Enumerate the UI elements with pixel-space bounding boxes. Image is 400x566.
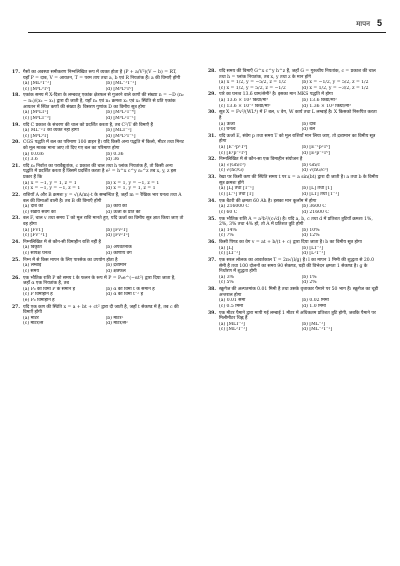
answer-option: (b) मीटर² — [105, 315, 124, 321]
answer-options — [219, 186, 380, 197]
answer-option: (b) [ML⁻¹T⁻²] — [105, 81, 137, 87]
answer-option: (a) x = 1/2, y = −5/2, z = 1/2 — [219, 80, 286, 86]
answer-option: (a) 0.036 — [23, 151, 44, 157]
question-item — [208, 199, 380, 216]
answer-option: (b) x = −1/2, y = 5/2, z = 1/2 — [301, 80, 369, 86]
answer-option: (a) [L] तथा [T⁻¹] — [219, 186, 254, 192]
answer-option: (a) 3% — [219, 274, 234, 280]
question-number: 21. — [12, 163, 20, 169]
question-number: 29. — [208, 92, 216, 98]
answer-options — [219, 228, 380, 239]
answer-option: (d) [Fv²T²] — [105, 233, 130, 239]
question-body — [219, 157, 380, 174]
question-body — [219, 134, 380, 156]
answer-option: (d) बल — [301, 127, 316, 133]
answer-options — [23, 245, 184, 256]
question-number: 20. — [12, 140, 20, 146]
question-item — [12, 276, 184, 304]
answer-option: (a) [L] — [219, 245, 234, 251]
answer-option: (b) α की विमा t के समान है — [105, 286, 155, 292]
question-item — [12, 240, 184, 257]
question-item — [208, 217, 380, 239]
answer-option: (a) दाब की — [23, 204, 44, 210]
answer-option: (a) √(Gh/c³) — [219, 162, 246, 168]
answer-options — [23, 228, 184, 239]
answer-option: (b) 13.6 किग्रा/मी³ — [301, 98, 337, 104]
question-number: 18. — [12, 93, 20, 99]
answer-option: (a) [MLT⁻²] — [219, 321, 245, 327]
answer-options — [219, 322, 380, 333]
question-text: एकांक समय में X-दिशा के लम्बवत् एकांक क्षेत्रफल से गुजरने वाले कणों की संख्या n = −D (n₂ − n₁)/(x₂ − x₁) द्वारा दी जाती है, यहाँ n₁ एवं n₂ क्रमशः x₁ एवं x₂ स्थिति से प्रति एकांक आयतन में स्थित कणों की संख्या है। विसरण गुणांक D का विमीय सूत्र होगा — [23, 93, 184, 110]
question-number: 39. — [208, 310, 216, 316]
question-text: स्क्रूगेज की अल्पतमांक 0.01 मिमी है तथा उसके वृत्ताकार पैमाने पर 50 भाग हैं। स्क्रूगेज का चूड़ी अन्तराल होगा — [219, 287, 379, 298]
answer-options — [23, 181, 184, 192]
answer-option: (b) [L] तथा [T] — [301, 186, 333, 192]
question-body — [23, 140, 184, 162]
answer-option: (a) 14% — [219, 227, 237, 233]
question-text: एक भौतिक राशि A = a³b²/(c√d) है। यदि a, b, c तथा d में प्रतिशत त्रुटियाँ क्रमशः 1%, 2%, 3% तथा 4% हों, तो A में प्रतिशत त्रुटि होगी — [219, 216, 373, 228]
answer-option: (c) [E¹p⁻²T⁰] — [219, 150, 248, 156]
answer-option: (a) 0.01 सेमी — [219, 298, 246, 304]
question-item — [208, 157, 380, 174]
answer-option: (d) α की विमा t⁻² है — [105, 292, 143, 298]
answer-option: (b) कार्य की — [105, 204, 127, 210]
question-text: यदि समय की विमाएँ G^x c^y h^z हैं, जहाँ G = गुरुत्वीय नियतांक, c = प्रकाश की चाल तथा h = प्लांक नियतांक, तब x, y तथा z के मान होंगे — [219, 69, 376, 80]
question-number: 34. — [208, 198, 216, 204]
question-body — [219, 92, 380, 109]
question-item — [208, 258, 380, 286]
answer-option: (a) [FvT] — [23, 227, 44, 233]
question-number: 22. — [12, 192, 20, 198]
page-number: 5 — [376, 18, 382, 28]
answer-options — [219, 122, 380, 133]
answer-option: (d) [LT] तथा [T⁻¹] — [301, 191, 340, 197]
answer-option: (c) 7% — [219, 233, 234, 239]
question-body — [23, 93, 184, 121]
answer-options — [219, 163, 380, 174]
question-text: बल F, चाल v तथा समय T को मूल राशि मानते हुए, यदि ऊर्जा का विमीय सूत्र ज्ञात किया जाए तो वह होगा — [23, 216, 184, 227]
answer-option: (a) x = −1, y = 1, z = 1 — [23, 180, 77, 186]
answer-option: (d) ऊर्जा के प्रति की — [105, 209, 141, 215]
answer-option: (c) [M⁰L³T⁰] — [23, 86, 51, 92]
question-body — [219, 175, 380, 197]
answer-option: (a) P₀ की विमा P के समान है — [23, 286, 75, 292]
answer-options — [23, 81, 184, 92]
question-item — [208, 69, 380, 91]
answer-option: (c) x = 1/2, y = 5/2, z = −1/2 — [219, 85, 286, 91]
chapter-title: मापन — [356, 21, 370, 28]
answer-options — [219, 246, 380, 257]
answer-option: (b) 10% — [301, 227, 320, 233]
question-item — [12, 305, 184, 327]
question-body — [23, 216, 184, 238]
question-text: गैसों का अवस्था समीकरण निम्नलिखित रूप में व्यक्त होता है (P + a/V²)(V − b) = RT, यहाँ P = दाब, V = आयतन, T = परम ताप तथा a, b एवं R नियतांक हैं। a की विमाएँ होंगी — [23, 70, 181, 81]
answer-option: (b) [Fv²T] — [105, 227, 128, 233]
question-text: यदि ε₀ निर्वात्त का परावैद्युतांक, c प्रकाश की चाल तथा h प्लांक नियतांक हैं, तो किसी अन्य पद्धति में प्रदर्शित करता है जिसमें प्रदर्शित करता है e² = h^x c^y ε₀^z तब x, y, z इस प्रकार हैं कि — [23, 163, 177, 181]
answer-option: (e) P₀ विमाहीन है — [23, 298, 55, 303]
question-body — [219, 258, 380, 286]
question-number: 25. — [12, 257, 20, 263]
answer-option: (c) रेखीय संवेग की — [23, 209, 56, 215]
question-number: 19. — [12, 122, 20, 128]
answer-option: (c) [Fv⁻¹T] — [23, 233, 48, 239]
question-text: एक भौतिक राशि P को समय t के फलन के रूप में P = P₀e^(−αt²) द्वारा दिया जाता है, जहाँ α एक नियतांक है, तब — [23, 275, 176, 287]
question-number: 24. — [12, 239, 20, 245]
answer-option: (b) [E⁻¹p²T⁰] — [301, 145, 331, 150]
question-text: एक मीटर पैमाने द्वारा मापी गई लम्बाई 1 मीटर में अधिकतम प्रतिशत त्रुटि होगी, जबकि पैमाने पर मिलीमीटर चिह्न हैं — [219, 310, 376, 322]
question-item — [208, 175, 380, 197]
answer-option: (c) [L⁻¹] तथा [T] — [219, 191, 254, 197]
question-item — [12, 93, 184, 121]
answer-option: (c) 5% — [219, 280, 234, 286]
answer-option: (d) 1.0 मिमी — [301, 303, 326, 309]
answer-option: (b) 3600 C — [301, 204, 326, 210]
answer-options — [23, 152, 184, 163]
answer-option: (c) घनत्व — [219, 127, 236, 133]
answer-option: (c) 3.6 — [23, 157, 38, 163]
answer-option: (c) P विमाहीन है — [23, 292, 53, 298]
answer-option: (d) 1.36 × 10³ किग्रा/मी³ — [301, 103, 351, 109]
answer-options — [23, 110, 184, 121]
answer-option: (b) [MLT⁻²] — [105, 128, 132, 134]
answer-option: (c) मीटर/से — [23, 321, 44, 327]
question-number: 37. — [208, 258, 216, 264]
question-number: 33. — [208, 175, 216, 181]
answer-option: (d) [M⁰L²T⁻¹] — [105, 115, 136, 121]
answer-option: (d) क्षेत्रफल — [105, 268, 126, 274]
answer-option: (c) [LT⁻²] — [219, 251, 240, 257]
question-number: 26. — [12, 275, 20, 281]
answer-option: (d) √(hG/c⁵) — [301, 168, 329, 174]
answer-option: (d) 36 — [105, 157, 120, 163]
answer-option: (d) 12% — [301, 233, 320, 239]
answer-option: (c) √(hc/G) — [219, 168, 244, 174]
left-column — [12, 70, 184, 328]
answer-option: (b) Gh/c — [301, 162, 321, 168]
answer-option: (c) सापेक्ष घनत्व — [23, 251, 52, 257]
answer-option: (c) 60 C — [219, 209, 238, 215]
question-number: 31. — [208, 133, 216, 139]
question-body — [23, 123, 184, 140]
question-text: सूत्र X = Fv²/(WL⁴) में F बल, v वेग, W कार्य तथा L लम्बाई है। X किसको निरूपित करता है — [219, 110, 377, 121]
question-text: यदि एक कण की स्थिति x = a + bt + ct² द्वारा दी जाती है, जहाँ t सेकण्ड में है, तब c की विमाएँ होंगी — [23, 304, 179, 316]
answer-option: (d) [M⁰L⁶T⁰] — [105, 86, 134, 92]
header-rule — [28, 32, 386, 33]
question-text: निम्नलिखित में से कौन-सा एक विमाहीन संयोजन है — [219, 157, 303, 163]
question-body — [219, 110, 380, 132]
question-text: एक बैटरी की क्षमता 60 Ah है। इसका मान कूलॉम में होगा — [219, 198, 317, 204]
answer-option: (b) 0.02 मिमी — [301, 298, 329, 304]
answer-option: (a) लम्बाई — [23, 263, 42, 269]
question-item — [12, 140, 184, 162]
question-item — [12, 70, 184, 92]
answer-options — [23, 263, 184, 274]
question-body — [23, 193, 184, 215]
question-item — [208, 287, 380, 309]
answer-option: (a) [E⁻²p¹T⁰] — [219, 145, 248, 150]
question-item — [208, 134, 380, 156]
answer-option: (d) [L²T⁻¹] — [301, 251, 326, 257]
answer-option: (b) द्रव्यमान — [105, 263, 127, 269]
question-body — [219, 240, 380, 257]
answer-option: (c) 13.6 × 10⁻³ किग्रा/मी³ — [219, 103, 271, 109]
question-number: 30. — [208, 110, 216, 116]
answer-option: (d) [E²p⁻²T⁰] — [301, 150, 331, 156]
question-number: 36. — [208, 240, 216, 246]
question-item — [12, 193, 184, 215]
question-text: राशियाँ A और B क्रमशः y = √(A/m)·t के सम्बन्धित हैं, जहाँ m = रैखिक भार घनत्व तथा A बल की विमाओं वाली है। तब B की विमाएँ होंगी — [23, 192, 182, 204]
answer-options — [23, 287, 184, 304]
answer-options — [219, 98, 380, 109]
question-item — [208, 311, 380, 333]
question-number: 17. — [12, 70, 20, 75]
question-body — [23, 164, 184, 192]
question-text: किसी पिण्ड का वेग v = at + b/(t + c) द्वारा दिया जाता है। b का विमीय सूत्र होगा — [219, 240, 362, 246]
answer-options — [23, 316, 184, 327]
question-body — [219, 199, 380, 216]
question-text: निम्न में से किस मापन के लिए पारसेक का उपयोग होता है — [23, 257, 118, 263]
answer-options — [219, 80, 380, 91]
answer-options — [219, 145, 380, 156]
answer-options — [219, 275, 380, 286]
answer-option: (a) मीटर — [23, 315, 39, 321]
answer-option: (d) [M⁰L⁰T⁻¹] — [105, 133, 136, 139]
question-number: 23. — [12, 216, 20, 222]
question-body — [23, 70, 184, 92]
question-body — [23, 240, 184, 257]
question-body — [23, 305, 184, 327]
answer-option: (a) विकृति — [23, 245, 42, 251]
question-body — [23, 258, 184, 275]
answer-option: (b) अपवर्तनांक — [105, 245, 132, 251]
answer-option: (b) [M⁰L²T⁻⁴] — [105, 110, 136, 116]
answer-option: (c) [M⁰L⁰T] — [23, 133, 49, 139]
answer-option: (d) [ML⁻¹T⁻²] — [301, 327, 333, 333]
question-number: 28. — [208, 69, 216, 74]
answer-option: (c) समय — [23, 268, 39, 274]
question-text: यदि C प्रकाश के संचरण की चाल को प्रदर्शित करता है, तब C²/T की विमाएँ हैं — [23, 122, 153, 128]
question-text: CGS पद्धति में बल का परिमाण 100 डाइन है। यदि किसी अन्य पद्धति में किलो, मीटर तथा मिनट को मूल मात्रक माना जाए तो दिए गए बल का परिमाण होगा — [23, 140, 184, 151]
answer-option: (a) [M⁰LT²] — [23, 110, 49, 116]
answer-option: (b) [ML⁻¹] — [301, 321, 325, 327]
question-item — [12, 216, 184, 238]
answer-option: (b) 0.36 — [105, 151, 124, 157]
question-item — [208, 92, 380, 109]
answer-option: (a) ML⁻²T को व्यक्त नहीं होंगी — [23, 128, 79, 134]
answer-options — [23, 204, 184, 215]
answer-options — [219, 298, 380, 309]
answer-option: (c) x = −1, y = −1, z = 1 — [23, 186, 81, 192]
question-number: 32. — [208, 157, 216, 163]
answer-option: (b) [LT⁻¹] — [301, 245, 323, 251]
answer-option: (d) 2% — [301, 280, 317, 286]
question-item — [208, 240, 380, 257]
answer-option: (b) x = 1, y = −1, z = 1 — [105, 180, 160, 186]
question-number: 35. — [208, 216, 216, 222]
answer-option: (c) [M⁰LT⁻³] — [23, 115, 51, 121]
question-text: एक सरल लोलक का आवर्तकाल T = 2π√(l/g) है। l का मापन 1 मिमी की शुद्धता से 20.0 सेमी है तथा 100 दोलनों का समय 90 सेकण्ड, घड़ी की विभेदन क्षमता 1 सेकण्ड है। g के निर्धारण में शुद्धता होगी — [219, 258, 374, 275]
answer-option: (c) [ML²T⁻¹] — [219, 327, 247, 333]
question-item — [208, 110, 380, 132]
question-text: रेखा पर किसी कण की स्थिति समय t पर x = a sin(bt) द्वारा दी जाती है। a तथा b के विमीय सूत्र क्रमशः होंगे — [219, 175, 379, 186]
question-body — [219, 69, 380, 91]
answer-option: (a) 13.6 × 10³ किग्रा/मी³ — [219, 98, 269, 104]
answer-option: (a) [ML⁵T⁻²] — [23, 81, 52, 87]
answer-option: (d) मीटर/से² — [105, 321, 128, 327]
answer-option: (d) x = 1/2, y = −3/2, z = 1/2 — [301, 85, 369, 91]
question-body — [23, 276, 184, 304]
question-item — [12, 164, 184, 192]
answer-option: (a) 216000 C — [219, 204, 249, 210]
question-number: 38. — [208, 287, 216, 293]
question-text: निम्नलिखित में से कौन-सी विमाहीन राशि नहीं है — [23, 239, 101, 245]
answer-option: (d) x = 1, y = 1, z = 1 — [105, 186, 156, 192]
question-body — [219, 217, 380, 239]
answer-option: (c) 0.5 मिमी — [219, 303, 244, 309]
right-column — [208, 69, 380, 334]
answer-option: (d) कोणीय वेग — [105, 251, 132, 257]
question-item — [12, 123, 184, 140]
question-item — [12, 258, 184, 275]
question-body — [219, 287, 380, 309]
question-text: पारे का घनत्व 13.6 ग्राम/सेमी³ है। इसका मान MKS पद्धति में होगा — [219, 92, 333, 98]
question-text: यदि ऊर्जा E, संवेग p तथा समय T को मूल राशियाँ मान लिया जाए, तो द्रव्यमान का विमीय सूत्र होगा — [219, 133, 376, 145]
question-number: 27. — [12, 304, 20, 310]
answer-option: (d) 21600 C — [301, 209, 329, 215]
answer-options — [219, 204, 380, 215]
question-body — [219, 311, 380, 333]
answer-option: (a) ऊर्जा — [219, 121, 235, 127]
answer-option: (b) दाब — [301, 121, 316, 127]
answer-options — [23, 128, 184, 139]
answer-option: (b) 1% — [301, 274, 317, 280]
